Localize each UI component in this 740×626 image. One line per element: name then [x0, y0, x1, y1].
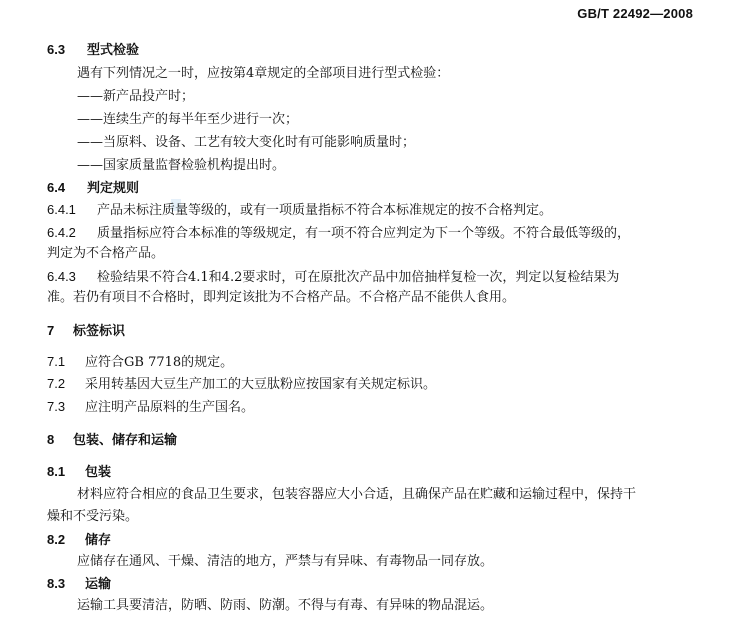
- subsection-title: 储存: [85, 533, 112, 548]
- clause-text: 应注明产品原料的生产国名。: [85, 400, 255, 415]
- subsection-title: 包装: [85, 465, 112, 480]
- standard-code: GB/T 22492—2008: [577, 6, 693, 21]
- clause-text: 应符合GB 7718的规定。: [85, 355, 234, 370]
- list-item: ——国家质量监督检验机构提出时。: [77, 158, 286, 173]
- section-title: 判定规则: [87, 181, 140, 196]
- clause: [47, 200, 552, 221]
- clause-text: 采用转基因大豆生产加工的大豆肽粉应按国家有关规定标识。: [85, 377, 437, 392]
- clause: [47, 352, 233, 373]
- section-number: 7: [47, 323, 55, 338]
- clause-number: 6.4.3: [47, 269, 76, 284]
- clause: [47, 397, 254, 418]
- subsection-title: 运输: [85, 577, 112, 592]
- section-number: 6.3: [47, 42, 66, 57]
- section-title: 型式检验: [87, 43, 140, 58]
- section-heading: [47, 178, 139, 199]
- clause-number: 7.3: [47, 399, 66, 414]
- clause-number: 7.2: [47, 376, 66, 391]
- list-item: ——连续生产的每半年至少进行一次；: [77, 112, 299, 127]
- subsection-heading: [47, 530, 111, 551]
- clause-number: 6.4.1: [47, 202, 76, 217]
- clause-text: 质量指标应符合本标准的等级规定，有一项不符合应判定为下一个等级。不符合最低等级的，: [97, 226, 631, 241]
- subsection-number: 8.1: [47, 464, 66, 479]
- clause-continuation: 判定为不合格产品。: [47, 246, 165, 261]
- paragraph-continuation: 燥和不受污染。: [47, 509, 139, 524]
- paragraph: 遇有下列情况之一时，应按第4章规定的全部项目进行型式检验：: [77, 66, 450, 81]
- section-heading: [47, 40, 139, 61]
- clause: [47, 223, 630, 244]
- list-item: ——当原料、设备、工艺有较大变化时有可能影响质量时；: [77, 135, 416, 150]
- paragraph: 应储存在通风、干燥、清洁的地方，严禁与有异味、有毒物品一同存放。: [77, 554, 494, 569]
- section-title: 包装、储存和运输: [73, 433, 178, 448]
- paragraph: 运输工具要清洁，防晒、防雨、防潮。不得与有毒、有异味的物品混运。: [77, 598, 494, 613]
- section-number: 6.4: [47, 180, 66, 195]
- subsection-number: 8.2: [47, 532, 66, 547]
- clause: [47, 374, 436, 395]
- subsection-heading: [47, 574, 111, 595]
- list-item: ——新产品投产时；: [77, 89, 195, 104]
- paragraph: 材料应符合相应的食品卫生要求，包装容器应大小合适，且确保产品在贮藏和运输过程中，保持干: [77, 487, 637, 502]
- subsection-heading: [47, 462, 111, 483]
- section-heading: [47, 430, 177, 451]
- section-number: 8: [47, 432, 55, 447]
- subsection-number: 8.3: [47, 576, 66, 591]
- clause-text: 检验结果不符合4.1和4.2要求时，可在原批次产品中加倍抽样复检一次，判定以复检结果为: [97, 270, 620, 285]
- clause-number: 6.4.2: [47, 225, 76, 240]
- section-heading: [47, 321, 125, 342]
- section-title: 标签标识: [73, 324, 126, 339]
- clause-text: 产品未标注质量等级的，或有一项质量指标不符合本标准规定的按不合格判定。: [97, 203, 553, 218]
- clause: [47, 267, 619, 288]
- clause-number: 7.1: [47, 354, 66, 369]
- clause-continuation: 准。若仍有项目不合格时，即判定该批为不合格产品。不合格产品不能供人食用。: [47, 290, 516, 305]
